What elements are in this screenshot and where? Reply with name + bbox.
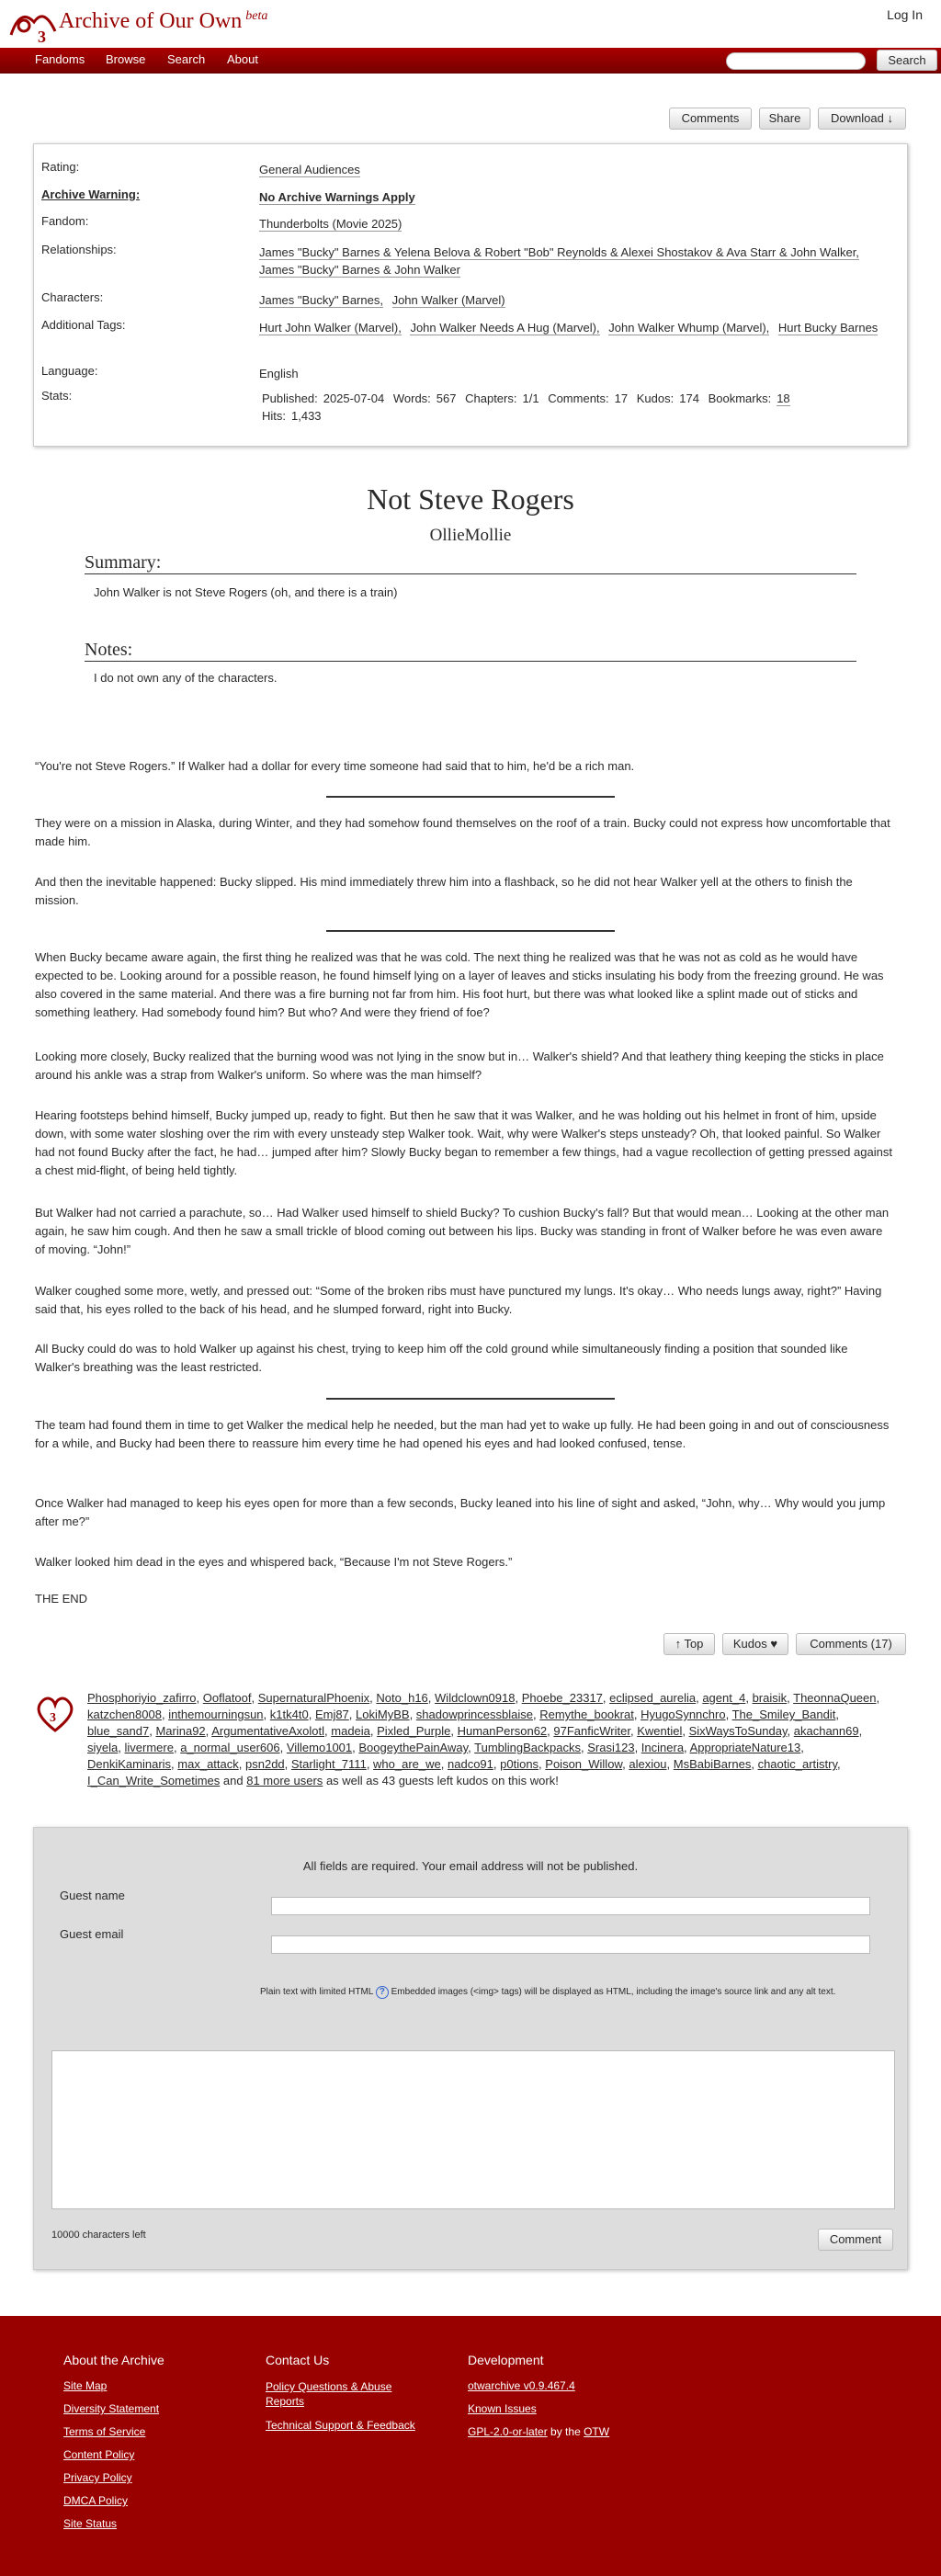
kudos-user-link[interactable]: Remythe_bookrat: [539, 1708, 634, 1721]
footer-link[interactable]: Known Issues: [468, 2402, 537, 2415]
kudos-user-link[interactable]: chaotic_artistry: [757, 1757, 838, 1771]
footer-link[interactable]: Site Map: [63, 2379, 108, 2392]
kudos-user-link[interactable]: madeia: [331, 1724, 370, 1738]
comments-button[interactable]: Comments (17): [796, 1633, 906, 1655]
kudos-user-link[interactable]: Phosphoriyio_zafirro: [87, 1691, 197, 1705]
top-button[interactable]: ↑ Top: [663, 1633, 715, 1655]
relationship-tag[interactable]: James "Bucky" Barnes & John Walker: [259, 263, 460, 277]
kudos-user-link[interactable]: braisik: [752, 1691, 788, 1705]
freeform-tag[interactable]: John Walker Needs A Hug (Marvel),: [410, 321, 600, 335]
download-button[interactable]: Download ↓: [818, 108, 906, 130]
kudos-user-link[interactable]: Wildclown0918: [435, 1691, 516, 1705]
kudos-user-link[interactable]: Ooflatoof: [202, 1691, 252, 1705]
help-icon[interactable]: ?: [376, 1986, 389, 1999]
kudos-user-link[interactable]: TheonnaQueen: [793, 1691, 877, 1705]
work-paragraph: Once Walker had managed to keep his eyes open for more than a few seconds, Bucky leaned into his line of sight and asked, “John, why… Why would you jump after me?”: [35, 1496, 886, 1528]
kudos-user-link[interactable]: shadowprincessblaise: [415, 1708, 533, 1721]
kudos-user-link[interactable]: DenkiKaminaris: [87, 1757, 172, 1771]
site-header: [0, 0, 941, 48]
freeform-tag[interactable]: John Walker Whump (Marvel),: [608, 321, 770, 335]
work-paragraph: Walker coughed some more, wetly, and pressed out: “Some of the broken ribs must have punctured my lungs. It's okay… Who needs lungs away, right?” Having said that, his eyes rolled to the back of his head, and he slumped forward, right into Bucky.: [35, 1284, 882, 1316]
login-link[interactable]: Log In: [887, 7, 923, 22]
character-tag[interactable]: John Walker (Marvel): [391, 293, 505, 307]
chapter-count: 1/1: [522, 392, 539, 405]
kudos-user-link[interactable]: inthemourningsun: [168, 1708, 264, 1721]
guest-name-label: Guest name: [60, 1889, 125, 1902]
guest-email-label: Guest email: [60, 1927, 124, 1941]
gpl-link[interactable]: GPL-2.0-or-later: [468, 2425, 548, 2438]
site-title[interactable]: Archive of Our Own $^{beta}$: [59, 9, 268, 33]
contact-heading: Contact Us: [266, 2353, 330, 2367]
warning-label[interactable]: Archive Warning:: [41, 187, 141, 201]
kudos-heart-icon: [33, 1690, 77, 1736]
rating-tag[interactable]: General Audiences: [259, 163, 360, 176]
comment-submit-button[interactable]: Comment: [818, 2229, 893, 2251]
nav-browse[interactable]: Browse: [106, 52, 146, 66]
kudos-user-link[interactable]: Emj87: [314, 1708, 349, 1721]
notes-heading: Notes:: [85, 639, 856, 662]
work-paragraph: And then the inevitable happened: Bucky slipped. His mind immediately threw him into a flashback, so he did not hear Walker yell at the others to finish the mission.: [35, 875, 853, 907]
kudos-user-link[interactable]: Kwentiel: [637, 1724, 683, 1738]
stats-list: Published: 2025-07-04 Words: 567 Chapters: 1/1 Comments: 17 Kudos: 174 Bookmarks: 18 Hits: 1,433: [262, 392, 790, 423]
fandom-label: Fandom:: [41, 214, 89, 228]
freeform-tag[interactable]: Hurt Bucky Barnes: [777, 321, 879, 335]
word-count: 567: [436, 392, 457, 405]
svg-text:3: 3: [50, 1711, 56, 1725]
kudos-user-link[interactable]: SupernaturalPhoenix: [257, 1691, 370, 1705]
language-value: English: [259, 367, 299, 380]
work-paragraph: Looking more closely, Bucky realized that the burning wood was not lying in the snow but in… Walker's shield? And that leathery thing keeping the sticks in place around his ankle was a strap from Walker's uniform. So where was the man himself?: [35, 1050, 884, 1082]
development-heading: Development: [468, 2353, 544, 2367]
kudos-user-link[interactable]: HumanPerson62: [457, 1724, 548, 1738]
warning-tag[interactable]: No Archive Warnings Apply: [259, 190, 415, 204]
work-paragraph: But Walker had not carried a parachute, so… Had Walker used himself to shield Bucky? To cushion Bucky's fall? But that would mean… Looking at the other man again, he saw him cough. And then he saw a small trickle of blood coming out between his lips. Bucky was standing in front of Walker before he was even aware of moving. “John!”: [35, 1206, 890, 1256]
kudos-user-link[interactable]: who_are_we: [373, 1757, 441, 1771]
character-tag[interactable]: James "Bucky" Barnes,: [259, 293, 383, 307]
kudos-list: Phosphoriyio_zafirro, Ooflatoof, SupernaturalPhoenix, Noto_h16, Wildclown0918, Phoebe_23317, eclipsed_aurelia, agent_4, braisik, TheonnaQueen, katzchen8008, inthemourningsun, k1tk4t0, Emj87, LokiMyBB, shadowprincessblaise, Remythe_bookrat, HyugoSynnchro, The_Smiley_Bandit, blue_sand7, Marina92, ArgumentativeAxolotl, madeia, Pixled_Purple, HumanPerson62, 97FanficWriter, Kwentiel, SixWaysToSunday, akachann69, siyela, livermere, a_normal_user606, Villemo1001, BoogeythePainAway, TumblingBackpacks, Srasi123, Incinera, AppropriateNature13, DenkiKaminaris, max_attack, psn2dd, Starlight_7111, who_are_we, nadco91, p0tions, Poison_Willow, alexiou, MsBabiBarnes, chaotic_artistry, I_Can_Write_Sometimes and 81 more users as well as 43 guests left kudos on this work!: [87, 1691, 880, 1787]
kudos-user-link[interactable]: ArgumentativeAxolotl: [211, 1724, 325, 1738]
kudos-user-link[interactable]: Villemo1001: [286, 1741, 353, 1754]
more-users-link[interactable]: 81 more users: [246, 1774, 323, 1787]
kudos-user-link[interactable]: alexiou: [629, 1757, 667, 1771]
scene-break: [326, 796, 615, 798]
kudos-count: 174: [679, 392, 699, 405]
kudos-user-link[interactable]: SixWaysToSunday: [688, 1724, 788, 1738]
footer-link[interactable]: Technical Support & Feedback: [266, 2419, 415, 2432]
work-paragraph: When Bucky became aware again, the first thing he realized was that he was cold. The next thing he realized was that he was not as cold as he would have expected to be. Looking around for a possible reason, he found himself lying on a layer of leaves and sticks insulating his body from the freezing ground. He was also covered in the same material. And there was a fire burning not far from him. His foot hurt, but there was what looked like a splint made out of sticks and something leathery. Had somebody found him? But who? And were they friend of foe?: [35, 950, 884, 1019]
kudos-user-link[interactable]: Starlight_7111: [290, 1757, 367, 1771]
footer-link[interactable]: Privacy Policy: [63, 2471, 132, 2484]
notes-text: I do not own any of the characters.: [94, 671, 278, 685]
scene-break: [326, 1398, 615, 1400]
summary-heading: Summary:: [85, 551, 856, 574]
work-paragraph: Walker looked him dead in the eyes and whispered back, “Because I'm not Steve Rogers.”: [35, 1555, 513, 1569]
work-title: Not Steve Rogers: [367, 482, 574, 516]
kudos-user-link[interactable]: The_Smiley_Bandit: [731, 1708, 836, 1721]
share-button[interactable]: Share: [759, 108, 811, 130]
html-note: Plain text with limited HTML ? Embedded images (<img> tags) will be displayed as HTML, including the image's source link and any alt text.: [260, 1987, 836, 1997]
footer-link[interactable]: otwarchive v0.9.467.4: [468, 2379, 575, 2392]
kudos-button[interactable]: Kudos ♥: [722, 1633, 788, 1655]
work-paragraph: “You're not Steve Rogers.” If Walker had a dollar for every time someone had said that to him, he'd be a rich man.: [35, 759, 635, 773]
nav-about[interactable]: About: [227, 52, 258, 66]
search-input[interactable]: [726, 52, 866, 70]
kudos-user-link[interactable]: agent_4: [702, 1691, 746, 1705]
summary-text: John Walker is not Steve Rogers (oh, and there is a train): [94, 585, 398, 599]
kudos-user-link[interactable]: p0tions: [500, 1757, 539, 1771]
kudos-user-link[interactable]: I_Can_Write_Sometimes: [87, 1774, 221, 1787]
fandom-tag[interactable]: Thunderbolts (Movie 2025): [259, 217, 402, 231]
bookmarks-link[interactable]: 18: [777, 392, 790, 405]
comment-count: 17: [614, 392, 629, 405]
kudos-user-link[interactable]: Phoebe_23317: [521, 1691, 603, 1705]
hit-count: 1,433: [291, 409, 322, 423]
kudos-user-link[interactable]: nadco91: [448, 1757, 493, 1771]
kudos-user-link[interactable]: psn2dd: [245, 1757, 285, 1771]
kudos-user-link[interactable]: k1tk4t0: [269, 1708, 309, 1721]
kudos-user-link[interactable]: katzchen8008: [87, 1708, 162, 1721]
language-label: Language:: [41, 364, 98, 378]
relationships-label: Relationships:: [41, 243, 117, 256]
comments-button[interactable]: Comments: [669, 108, 752, 130]
kudos-user-link[interactable]: MsBabiBarnes: [673, 1757, 752, 1771]
relationship-tag[interactable]: James "Bucky" Barnes & Yelena Belova & Robert "Bob" Reynolds & Alexei Shostakov & Ava Starr & John Walker,: [259, 245, 859, 259]
license-line: GPL-2.0-or-later by the OTW: [468, 2425, 610, 2438]
kudos-user-link[interactable]: siyela: [87, 1741, 119, 1754]
about-heading: About the Archive: [63, 2353, 164, 2367]
stats-label: Stats:: [41, 389, 73, 403]
kudos-user-link[interactable]: HyugoSynnchro: [641, 1708, 726, 1721]
footer-link[interactable]: Diversity Statement: [63, 2402, 160, 2415]
comment-textarea[interactable]: [51, 2050, 895, 2209]
kudos-user-link[interactable]: BoogeythePainAway: [358, 1741, 469, 1754]
characters-left: 10000 characters left: [51, 2230, 146, 2241]
kudos-user-link[interactable]: 97FanficWriter: [553, 1724, 630, 1738]
kudos-user-link[interactable]: TumblingBackpacks: [474, 1741, 582, 1754]
search-button[interactable]: Search: [877, 50, 937, 71]
kudos-user-link[interactable]: a_normal_user606: [180, 1741, 280, 1754]
svg-text:3: 3: [38, 28, 46, 44]
author-link[interactable]: OllieMollie: [429, 526, 512, 545]
nav-fandoms[interactable]: Fandoms: [35, 52, 85, 66]
work-paragraph: They were on a mission in Alaska, during Winter, and they had somehow found themselves on the roof of a train. Bucky could not express how uncomfortable that made him.: [35, 816, 890, 848]
kudos-user-link[interactable]: Marina92: [155, 1724, 206, 1738]
comment-notice: All fields are required. Your email address will not be published.: [302, 1859, 639, 1873]
scene-break: [326, 930, 615, 932]
kudos-user-link[interactable]: Noto_h16: [376, 1691, 428, 1705]
footer-link[interactable]: DMCA Policy: [63, 2494, 129, 2507]
guest-name-input[interactable]: [271, 1897, 870, 1915]
kudos-user-link[interactable]: max_attack: [177, 1757, 239, 1771]
footer-link[interactable]: Policy Questions & Abuse Reports: [266, 2380, 392, 2408]
nav-search[interactable]: Search: [167, 52, 206, 66]
work-paragraph: Hearing footsteps behind himself, Bucky jumped up, ready to fight. But then he saw that it was Walker, and he was holding out his helmet in front of him, upside down, with some water sloshing over the rim with every unsteady step Walker took. Wait, why were Walker's steps unsteady? Oh, that looked painful. So Walker had not found Bucky after the fact, he had… jumped after him? Slowly Bucky began to remember a few things, had a vague recollection of getting pressed against a chest mid-flight, of being held tightly.: [35, 1108, 892, 1177]
otw-link[interactable]: OTW: [584, 2425, 610, 2438]
the-end: THE END: [35, 1592, 88, 1606]
kudos-user-link[interactable]: LokiMyBB: [356, 1708, 410, 1721]
guest-email-input[interactable]: [271, 1935, 870, 1954]
tags-label: Additional Tags:: [41, 318, 126, 332]
freeform-tag[interactable]: Hurt John Walker (Marvel),: [259, 321, 402, 335]
kudos-user-link[interactable]: Poison_Willow: [545, 1757, 623, 1771]
footer-link[interactable]: Content Policy: [63, 2448, 135, 2461]
kudos-user-link[interactable]: Srasi123: [587, 1741, 635, 1754]
footer-link[interactable]: Terms of Service: [63, 2425, 146, 2438]
kudos-user-link[interactable]: Pixled_Purple: [377, 1724, 451, 1738]
characters-label: Characters:: [41, 290, 104, 304]
ao3-logo-icon[interactable]: [7, 4, 61, 44]
work-paragraph: All Bucky could do was to hold Walker up against his chest, trying to keep him off the cold ground while simultaneously finding a position that sounded like Walker's breathing was the least restricted.: [35, 1342, 848, 1374]
kudos-user-link[interactable]: livermere: [124, 1741, 174, 1754]
work-paragraph: The team had found them in time to get Walker the medical help he needed, but the man had yet to wake up fully. He had been going in and out of consciousness for a while, and Bucky had been there to reassure him every time he had opened his eyes and had looked confused, tense.: [35, 1418, 890, 1450]
kudos-user-link[interactable]: blue_sand7: [87, 1724, 150, 1738]
published-date: 2025-07-04: [323, 392, 385, 405]
footer-link[interactable]: Site Status: [63, 2517, 118, 2530]
kudos-user-link[interactable]: AppropriateNature13: [689, 1741, 801, 1754]
kudos-user-link[interactable]: Incinera: [641, 1741, 685, 1754]
kudos-user-link[interactable]: eclipsed_aurelia: [609, 1691, 697, 1705]
kudos-user-link[interactable]: akachann69: [793, 1724, 859, 1738]
rating-label: Rating:: [41, 160, 80, 174]
